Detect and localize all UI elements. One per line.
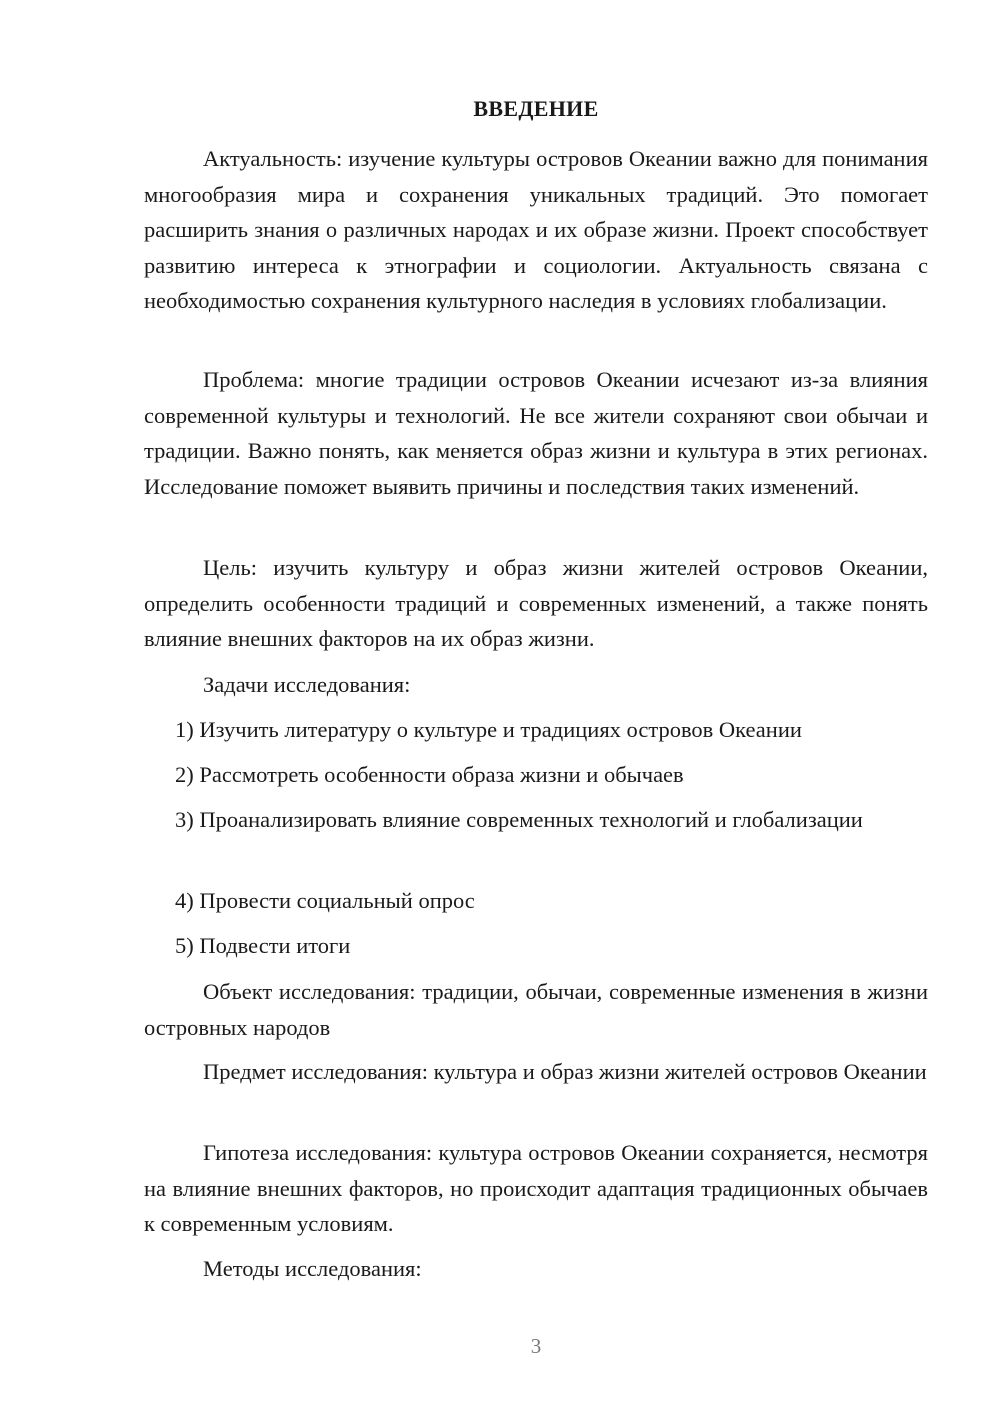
list-item-task-1: 1) Изучить литературу о культуре и традициях островов Океании — [175, 717, 802, 742]
paragraph-goal: Цель: изучить культуру и образ жизни жителей островов Океании, определить особенности традиций и современных изменений, а также понять влияние внешних факторов на их образ жизни. — [144, 555, 928, 651]
list-item-task-3: 3) Проанализировать влияние современных технологий и глобализации — [175, 807, 863, 832]
paragraph-relevance: Актуальность: изучение культуры островов Океании важно для понимания многообразия мира и сохранения уникальных традиций. Это помогает расширить знания о различных народах и их образе жизни. Проект способствует развитию интереса к этнографии и социологии. Актуальность связана с необходимостью сохранения культурного наследия в условиях глобализации. — [144, 146, 928, 313]
paragraph-hypothesis: Гипотеза исследования: культура островов Океании сохраняется, несмотря на влияние внешних факторов, но происходит адаптация традиционных обычаев к современным условиям. — [144, 1140, 928, 1236]
paragraph-problem: Проблема: многие традиции островов Океании исчезают из-за влияния современной культуры и технологий. Не все жители сохраняют свои обычаи и традиции. Важно понять, как меняется образ жизни и культура в этих регионах. Исследование поможет выявить причины и последствия таких изменений. — [144, 367, 928, 499]
list-item-task-5: 5) Подвести итоги — [175, 933, 351, 958]
page-number: 3 — [530, 1334, 542, 1358]
list-item-task-4: 4) Провести социальный опрос — [175, 888, 475, 913]
tasks-heading: Задачи исследования: — [203, 672, 411, 697]
list-item-task-2: 2) Рассмотреть особенности образа жизни и обычаев — [175, 762, 684, 787]
paragraph-object: Объект исследования: традиции, обычаи, современные изменения в жизни островных народов — [144, 979, 928, 1040]
paragraph-subject: Предмет исследования: культура и образ жизни жителей островов Океании — [203, 1059, 927, 1084]
section-heading: ВВЕДЕНИЕ — [473, 96, 599, 121]
methods-heading: Методы исследования: — [203, 1256, 422, 1281]
